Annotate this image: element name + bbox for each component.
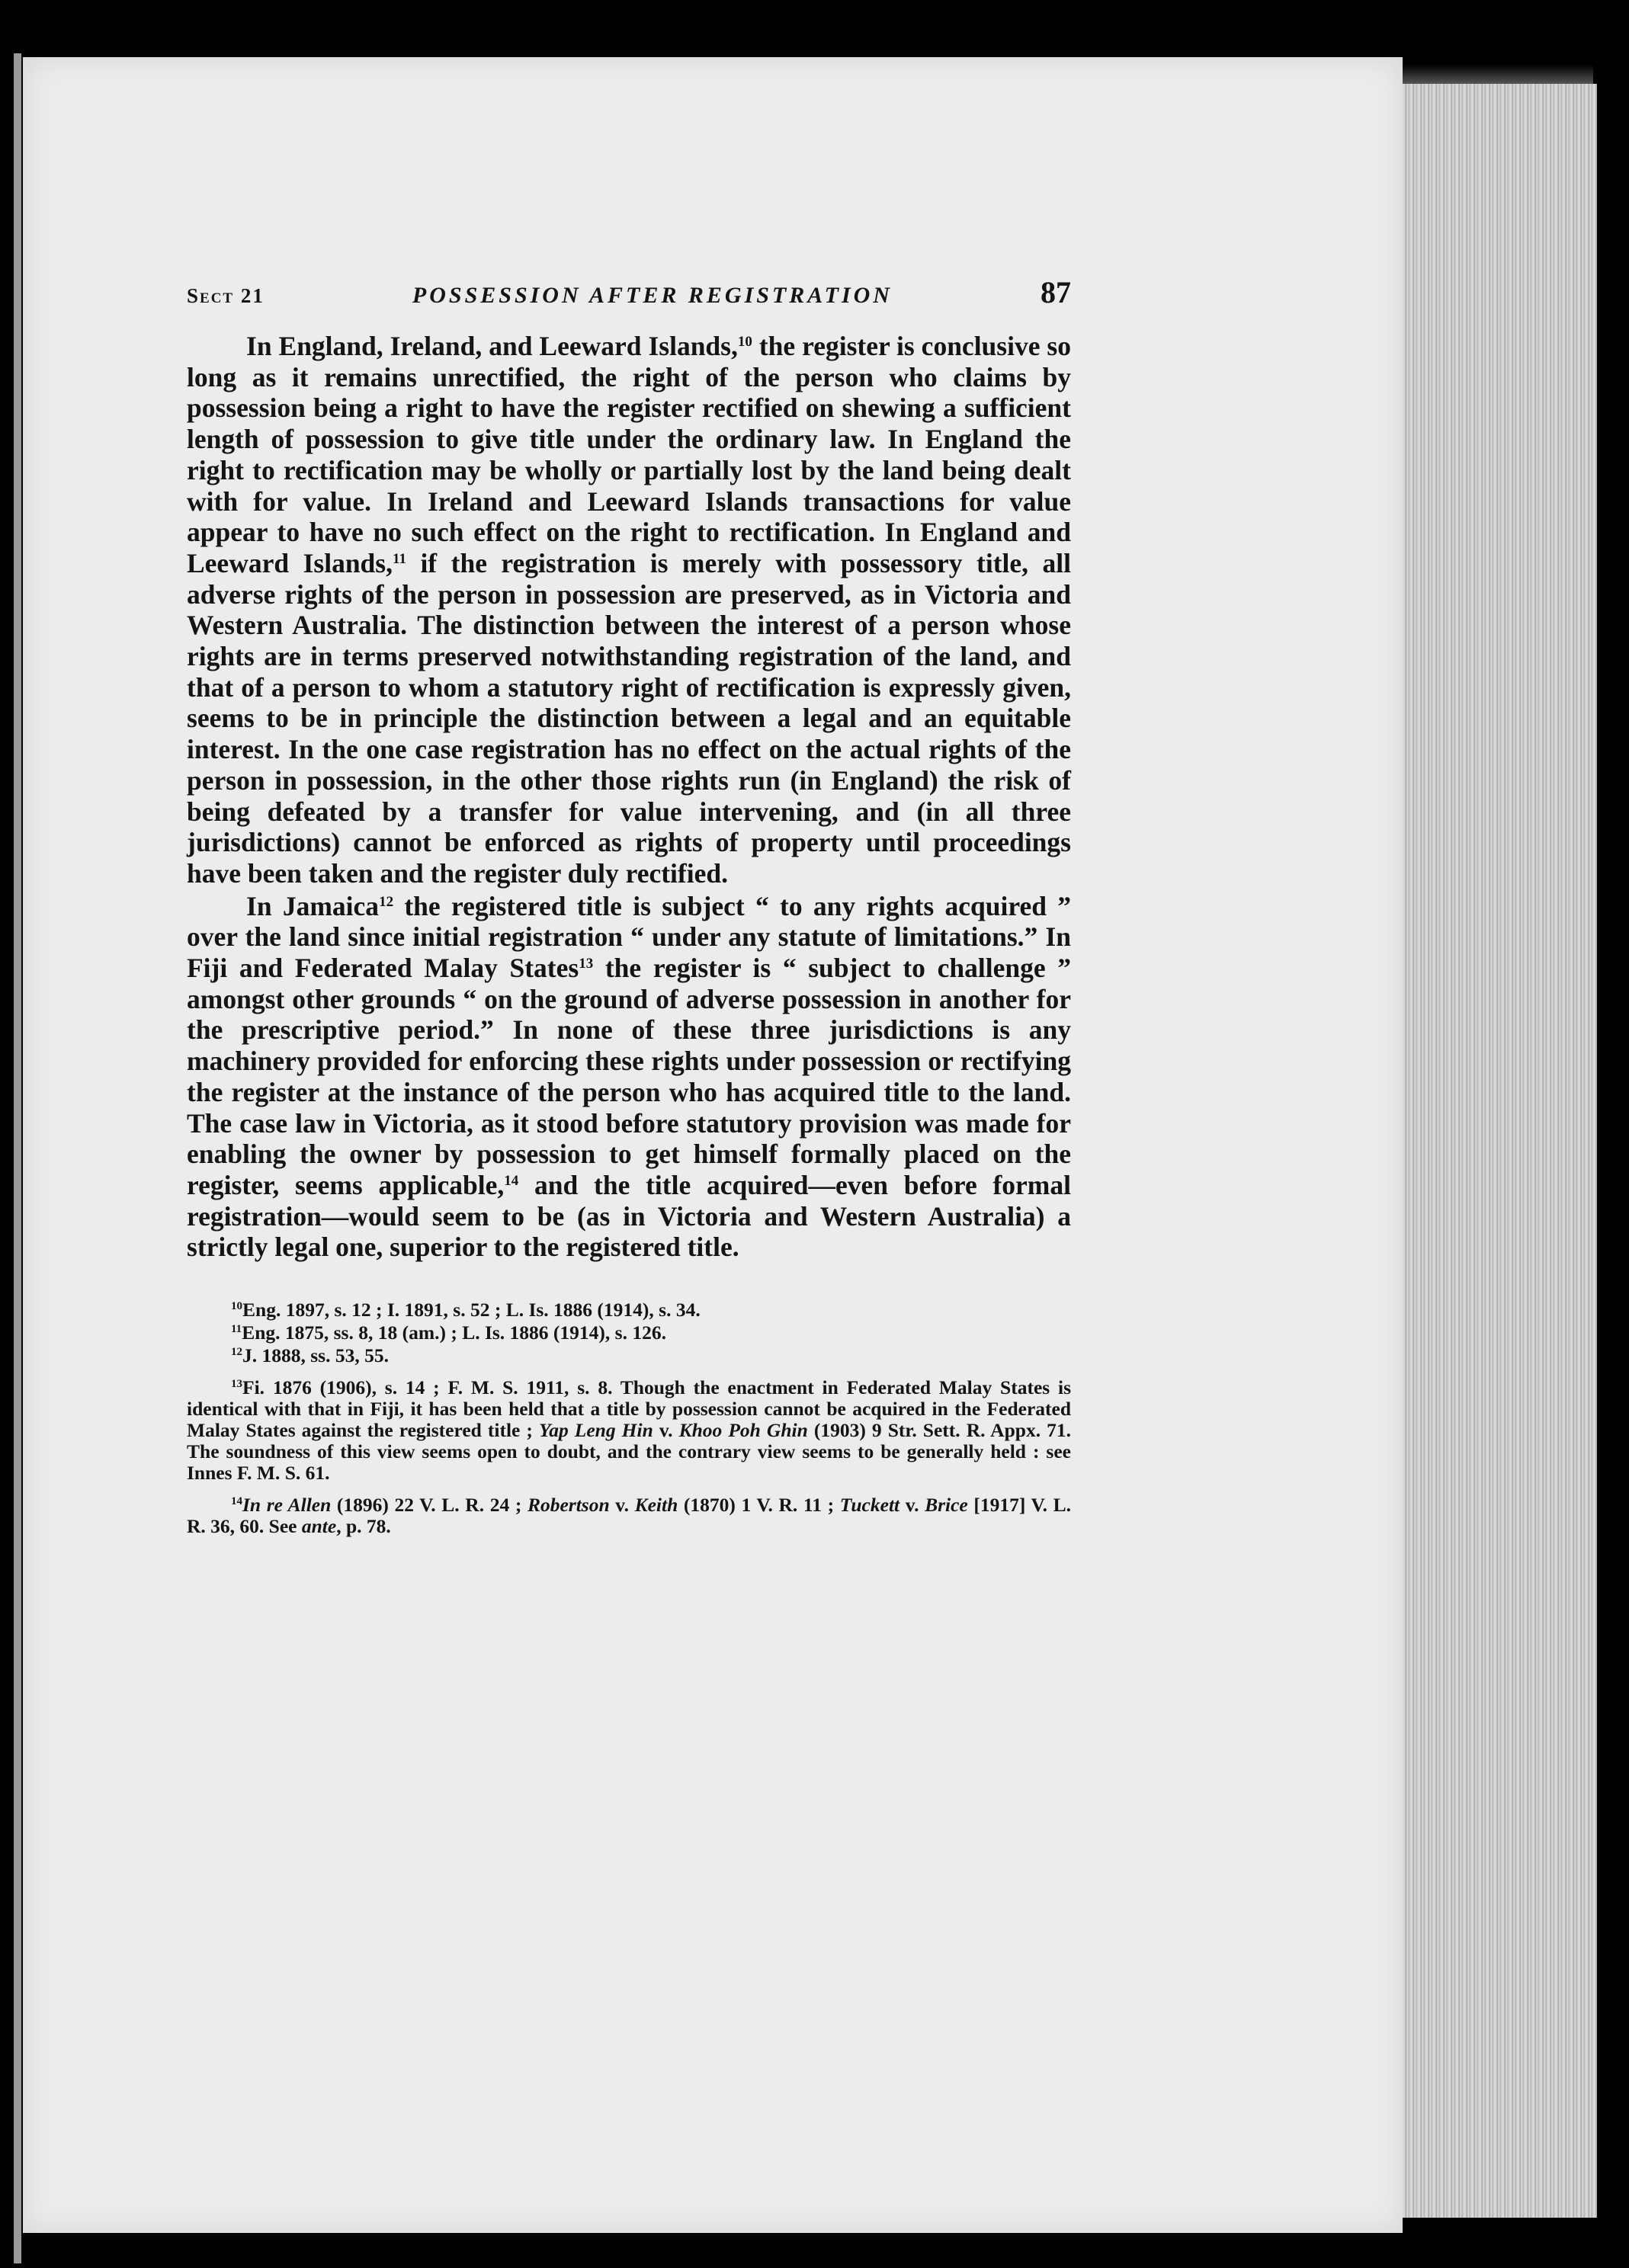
footnote-ref-10: 10 bbox=[737, 334, 752, 350]
footnote-text: Eng. 1875, ss. 8, 18 (am.) ; L. Is. 1886 (1914), s. 126. bbox=[242, 1321, 666, 1344]
cross-reference: ante bbox=[301, 1515, 337, 1538]
case-name: Khoo Poh Ghin bbox=[678, 1419, 808, 1442]
paragraph-text: In England, Ireland, and Leeward Islands, bbox=[246, 331, 738, 361]
case-name: Robertson bbox=[527, 1494, 610, 1517]
footnote-text: J. 1888, ss. 53, 55. bbox=[242, 1344, 389, 1367]
paragraph-jamaica-fiji bbox=[187, 891, 1071, 1263]
footnote-ref-13: 13 bbox=[579, 956, 594, 972]
footnote-ref-14: 14 bbox=[504, 1172, 519, 1189]
footnote-text: v. bbox=[653, 1419, 679, 1442]
case-name: In re Allen bbox=[242, 1494, 332, 1517]
case-name: Brice bbox=[925, 1494, 968, 1517]
footnote-ref-11: 11 bbox=[393, 550, 406, 567]
footnote-13 bbox=[187, 1377, 1071, 1484]
paragraph-text: the register is conclusive so long as it remains unrectified, the right of the person who claims by possession being a right to have the register rectified on shewing a sufficient length of possession to give title under the ordinary law. In England the right to rectification may be wholly or partially lost by the land being dealt with for value. In Ireland and Leeward Islands transactions for value appear to have no such effect on the right to rectification. In England and Leeward Islands, bbox=[187, 331, 1071, 578]
footnote-text: , p. 78. bbox=[336, 1515, 391, 1538]
text-block bbox=[187, 274, 1071, 1539]
footnote-10 bbox=[187, 1299, 1071, 1321]
footnote-number: 13 bbox=[231, 1378, 242, 1391]
footnote-text: (1896) 22 V. L. R. 24 ; bbox=[331, 1494, 528, 1517]
running-title: POSSESSION AFTER REGISTRATION bbox=[412, 283, 893, 308]
page-number: 87 bbox=[1041, 275, 1071, 309]
footnote-number: 14 bbox=[231, 1495, 242, 1508]
section-label: Sect 21 bbox=[187, 284, 265, 307]
case-name: Yap Leng Hin bbox=[538, 1419, 653, 1442]
footnote-text: v. bbox=[899, 1494, 925, 1517]
paragraph-england-ireland bbox=[187, 331, 1071, 889]
footnote-number: 11 bbox=[231, 1323, 242, 1336]
left-page-edge bbox=[14, 53, 21, 2263]
footnotes bbox=[187, 1299, 1071, 1537]
footnote-text: v. bbox=[609, 1494, 635, 1517]
paragraph-text: In Jamaica bbox=[246, 890, 380, 921]
footnote-text: (1903) 9 Str. Sett. R. Appx. 71. The soundness of this view seems open to doubt, and the contrary view seems to be generally held : see Innes F. M. S. 61. bbox=[187, 1419, 1071, 1485]
case-name: Tuckett bbox=[839, 1494, 900, 1517]
paragraph-text: and the title acquired—even before formal registration—would seem to be (as in Victoria and Western Australia) a strictly legal one, superior to the registered title. bbox=[187, 1169, 1071, 1263]
footnote-11 bbox=[187, 1322, 1071, 1344]
paragraph-text: if the registration is merely with possessory title, all adverse rights of the person in possession are preserved, as in Victoria and Western Australia. The distinction between the interest of a person whose rights are in terms preserved notwithstanding registration of the land, and that of a person to whom a statutory right of rectification is expressly given, seems to be in principle the distinction between a legal and an equitable interest. In the one case registration has no effect on the actual rights of the person in possession, in the other those rights run (in England) the risk of being defeated by a transfer for value intervening, and (in all three jurisdictions) cannot be enforced as rights of property until proceedings have been taken and the register duly rectified. bbox=[187, 547, 1071, 889]
paragraph-text: the register is “ subject to challenge ” amongst other grounds “ on the ground of adverse possession in another for the prescriptive period.” In none of these three jurisdictions is any machinery provided for enforcing these rights under possession or rectifying the register at the instance of the person who has acquired title to the land. The case law in Victoria, as it stood before statutory provision was made for enabling the owner by possession to get himself formally placed on the register, seems applicable, bbox=[187, 953, 1071, 1200]
case-name: Keith bbox=[634, 1494, 678, 1517]
footnote-14 bbox=[187, 1494, 1071, 1537]
footnote-text: [1917] V. L. R. 36, 60. See bbox=[187, 1494, 1071, 1538]
footnote-text: Eng. 1897, s. 12 ; I. 1891, s. 52 ; L. Is. 1886 (1914), s. 34. bbox=[242, 1299, 701, 1321]
paragraph-text: the registered title is subject “ to any rights acquired ” over the land since initial registration “ under any statute of limitations.” In Fiji and Federated Malay States bbox=[187, 890, 1072, 984]
footnote-text: (1870) 1 V. R. 11 ; bbox=[678, 1494, 840, 1517]
footnote-text: Fi. 1876 (1906), s. 14 ; F. M. S. 1911, s. 8. Though the enactment in Federated Malay States is identical with that in Fiji, it has been held that a title by possession cannot be acquired in the Federated Malay States against the registered title ; bbox=[187, 1376, 1071, 1442]
page-stack-edges bbox=[1387, 84, 1597, 2218]
running-head bbox=[187, 274, 1071, 308]
footnote-ref-12: 12 bbox=[379, 893, 394, 910]
footnote-12 bbox=[187, 1345, 1071, 1366]
footnote-number: 12 bbox=[231, 1346, 242, 1359]
footnote-number: 10 bbox=[231, 1300, 242, 1313]
